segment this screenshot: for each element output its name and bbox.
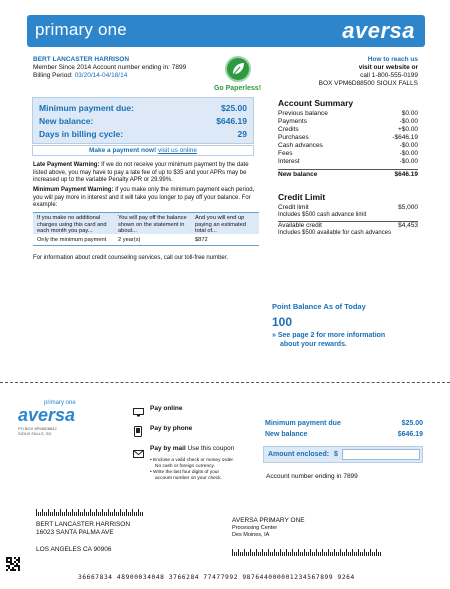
coupon-po-box-line1: PO BOX 6PM6D8842 [18,426,57,431]
mail-bullet-2-line2: account number on your check. [155,476,222,481]
amount-enclosed-label: Amount enclosed: [268,451,330,458]
recipient-barcode [232,549,382,556]
recipient-name: AVERSA PRIMARY ONE [232,517,305,524]
brand-text: aversa [342,18,415,43]
summary-row-value: -$0.00 [399,150,418,157]
summary-row-value: -$0.00 [399,142,418,149]
coupon-min-value: $25.00 [401,420,423,427]
qr-code-icon [6,557,20,571]
credit-limit-row [278,204,418,212]
phone-icon [134,424,142,442]
billing-period-value: 03/20/14-04/18/14 [74,72,128,79]
summary-row-label: Fees [278,150,293,157]
summary-row [278,142,418,150]
brand-logo [342,18,415,44]
credit-limit-block [278,192,418,237]
coupon-min-label: Minimum payment due [265,420,341,427]
reach-us-line1[interactable]: visit our website or [358,64,418,71]
summary-row-label: Credits [278,126,299,133]
amount-enclosed-box[interactable] [263,446,423,463]
minimum-payment-row [39,103,247,113]
summary-row [278,158,418,166]
account-holder-name: BERT LANCASTER HARRISON [33,56,130,63]
coupon-product-name: primary one [44,400,76,406]
late-warning [33,162,259,185]
days-value: 29 [237,129,247,139]
coupon-po-box-line2: SIOUX FALLS, SD [18,431,52,436]
go-paperless[interactable] [210,56,265,92]
mail-instructions [133,458,253,482]
days-label: Days in billing cycle: [39,129,124,139]
pay-phone-label: Pay by phone [150,425,193,432]
reach-us-title: How to reach us [367,56,418,63]
recipient-address [232,517,305,538]
account-summary [278,98,418,179]
summary-new-balance-value: $646.19 [394,171,418,178]
payment-options [133,404,253,482]
coupon-account-ending: Account number ending in 7899 [266,473,358,480]
payoff-table-row [33,234,259,246]
points-note[interactable] [272,331,422,349]
summary-row-label: Purchases [278,134,309,141]
coupon-newbal-value: $646.19 [397,431,423,438]
credit-limit-value: $5,000 [398,204,418,211]
member-line: Member Since 2014 Account number ending in: 7899 [33,64,187,71]
summary-row-label: Previous balance [278,110,328,117]
account-summary-rows [278,110,418,166]
points-value: 100 [272,315,293,329]
min-warning-text: If you make only the minimum payment each period, you will pay more in interest and it will take you longer to pay off your balance. For example: [33,187,255,208]
sender-barcode [36,509,144,516]
payoff-row-years: 2 year(s) [118,237,141,243]
sender-street: 16023 SANTA PALMA AVE [36,529,114,536]
payoff-row-total: $872 [195,237,208,243]
new-balance-value: $646.19 [216,116,247,126]
pay-mail-note: Use this coupon [187,445,235,452]
points-block [272,302,422,349]
summary-row-value: -$646.19 [392,134,418,141]
coupon-amounts [265,420,423,442]
reach-us-phone[interactable]: call 1-800-555-0199 [360,72,418,79]
late-warning-title: Late Payment Warning: [33,162,100,168]
monitor-icon [133,404,144,422]
sender-name: BERT LANCASTER HARRISON [36,521,131,528]
summary-new-balance-row [278,169,418,179]
summary-row-value: -$0.00 [399,118,418,125]
available-credit-value: $4,453 [398,221,418,229]
available-credit-label: Available credit [278,221,322,229]
days-row [39,129,247,139]
available-credit-note: Includes $500 available for cash advances [278,229,392,236]
sender-city: LOS ANGELES CA 90906 [36,546,112,553]
coupon-newbal-label: New balance [265,431,308,438]
header-bar [27,15,425,47]
coupon-min-row [265,420,423,431]
minimum-payment-label: Minimum payment due: [39,103,134,113]
visit-online-link[interactable]: visit us online [157,147,198,154]
payoff-table [33,212,259,252]
summary-row [278,118,418,126]
payoff-header-1: If you make no additional charges using this card and each month you pay... [37,215,107,234]
mail-bullet-1-line1: Enclose a valid check or money order. [153,458,235,463]
recipient-line2: Processing Center [232,525,278,531]
scanline: 36667834 48900034048 3766284 77477992 987644000001234567899 9264 [78,574,355,581]
pay-mail-text [150,445,234,452]
summary-row [278,150,418,158]
make-payment-text: Make a payment now! [88,147,157,154]
mail-bullet-1-line2: No cash or foreign currency. [155,464,215,469]
tear-line [0,382,450,383]
credit-limit-label: Credit limit [278,204,309,211]
summary-row [278,126,418,134]
summary-row-label: Payments [278,118,307,125]
minimum-payment-value: $25.00 [221,103,247,113]
min-warning-title: Minimum Payment Warning: [33,187,114,193]
pay-phone-row[interactable] [133,424,253,438]
sender-address [36,521,130,554]
coupon-newbal-row [265,431,423,442]
summary-row [278,134,418,142]
account-holder-block [33,56,233,80]
reach-us-box: BOX VPM6D88500 SIOUX FALLS [318,80,418,87]
payoff-table-header [33,212,259,234]
pay-mail-label: Pay by mail [150,445,186,452]
envelope-icon [133,445,144,463]
payoff-row-type: Only the minimum payment [37,237,107,243]
payment-summary-box [32,97,254,144]
counseling-footnote: For information about credit counseling services, call our toll-free number. [33,255,229,261]
coupon-po-box [18,426,98,436]
credit-limit-title: Credit Limit [278,192,326,202]
mail-bullet-1: • Enclose a valid check or money order. [150,458,235,463]
available-credit-row [278,222,418,230]
credit-limit-note: Includes $500 cash advance limit [278,212,418,222]
recipient-line3: Des Moines, IA [232,531,270,538]
pay-online-label: Pay online [150,405,183,412]
late-warning-text: If we do not receive your minimum payment by the date listed above, you may have to pay a late fee of up to $35 and your APRs may be increased up to the variable Penalty APR or 29.99%. [33,162,249,183]
points-note-line1: » See page 2 for more information [272,332,386,339]
new-balance-row [39,116,247,126]
coupon-brand: aversa [18,405,76,425]
coupon-logo [18,400,98,436]
billing-period-line [33,72,233,80]
payoff-header-3: And you will end up paying an estimated total of... [195,215,246,234]
summary-row-value: +$0.00 [397,126,418,133]
product-name: primary one [35,20,127,39]
points-note-line2: about your rewards. [280,341,347,348]
pay-online-row[interactable] [133,404,253,418]
reach-us-block [278,56,418,88]
summary-row-value: $0.00 [401,110,418,117]
make-payment-bar [32,145,254,156]
points-title: Point Balance As of Today [272,302,366,311]
min-warning [33,187,259,210]
mail-bullet-2: • Write the last four digits of your [150,470,220,475]
new-balance-label: New balance: [39,116,94,126]
summary-row-label: Interest [278,158,300,165]
summary-new-balance-label: New balance [278,171,318,178]
payoff-header-2: You will pay off the balance shown on the statement in about... [118,215,187,234]
leaf-icon [225,56,251,82]
summary-row-label: Cash advances [278,142,323,149]
amount-enclosed-input[interactable] [342,449,420,460]
summary-row [278,110,418,118]
mail-bullet-2-line1: Write the last four digits of your [153,470,220,475]
pay-mail-row [133,444,253,456]
amount-enclosed-dollar: $ [334,451,338,458]
paperless-label: Go Paperless! [213,85,262,92]
billing-period-label: Billing Period: [33,72,73,79]
summary-row-value: -$0.00 [399,158,418,165]
account-summary-title: Account Summary [278,98,354,108]
